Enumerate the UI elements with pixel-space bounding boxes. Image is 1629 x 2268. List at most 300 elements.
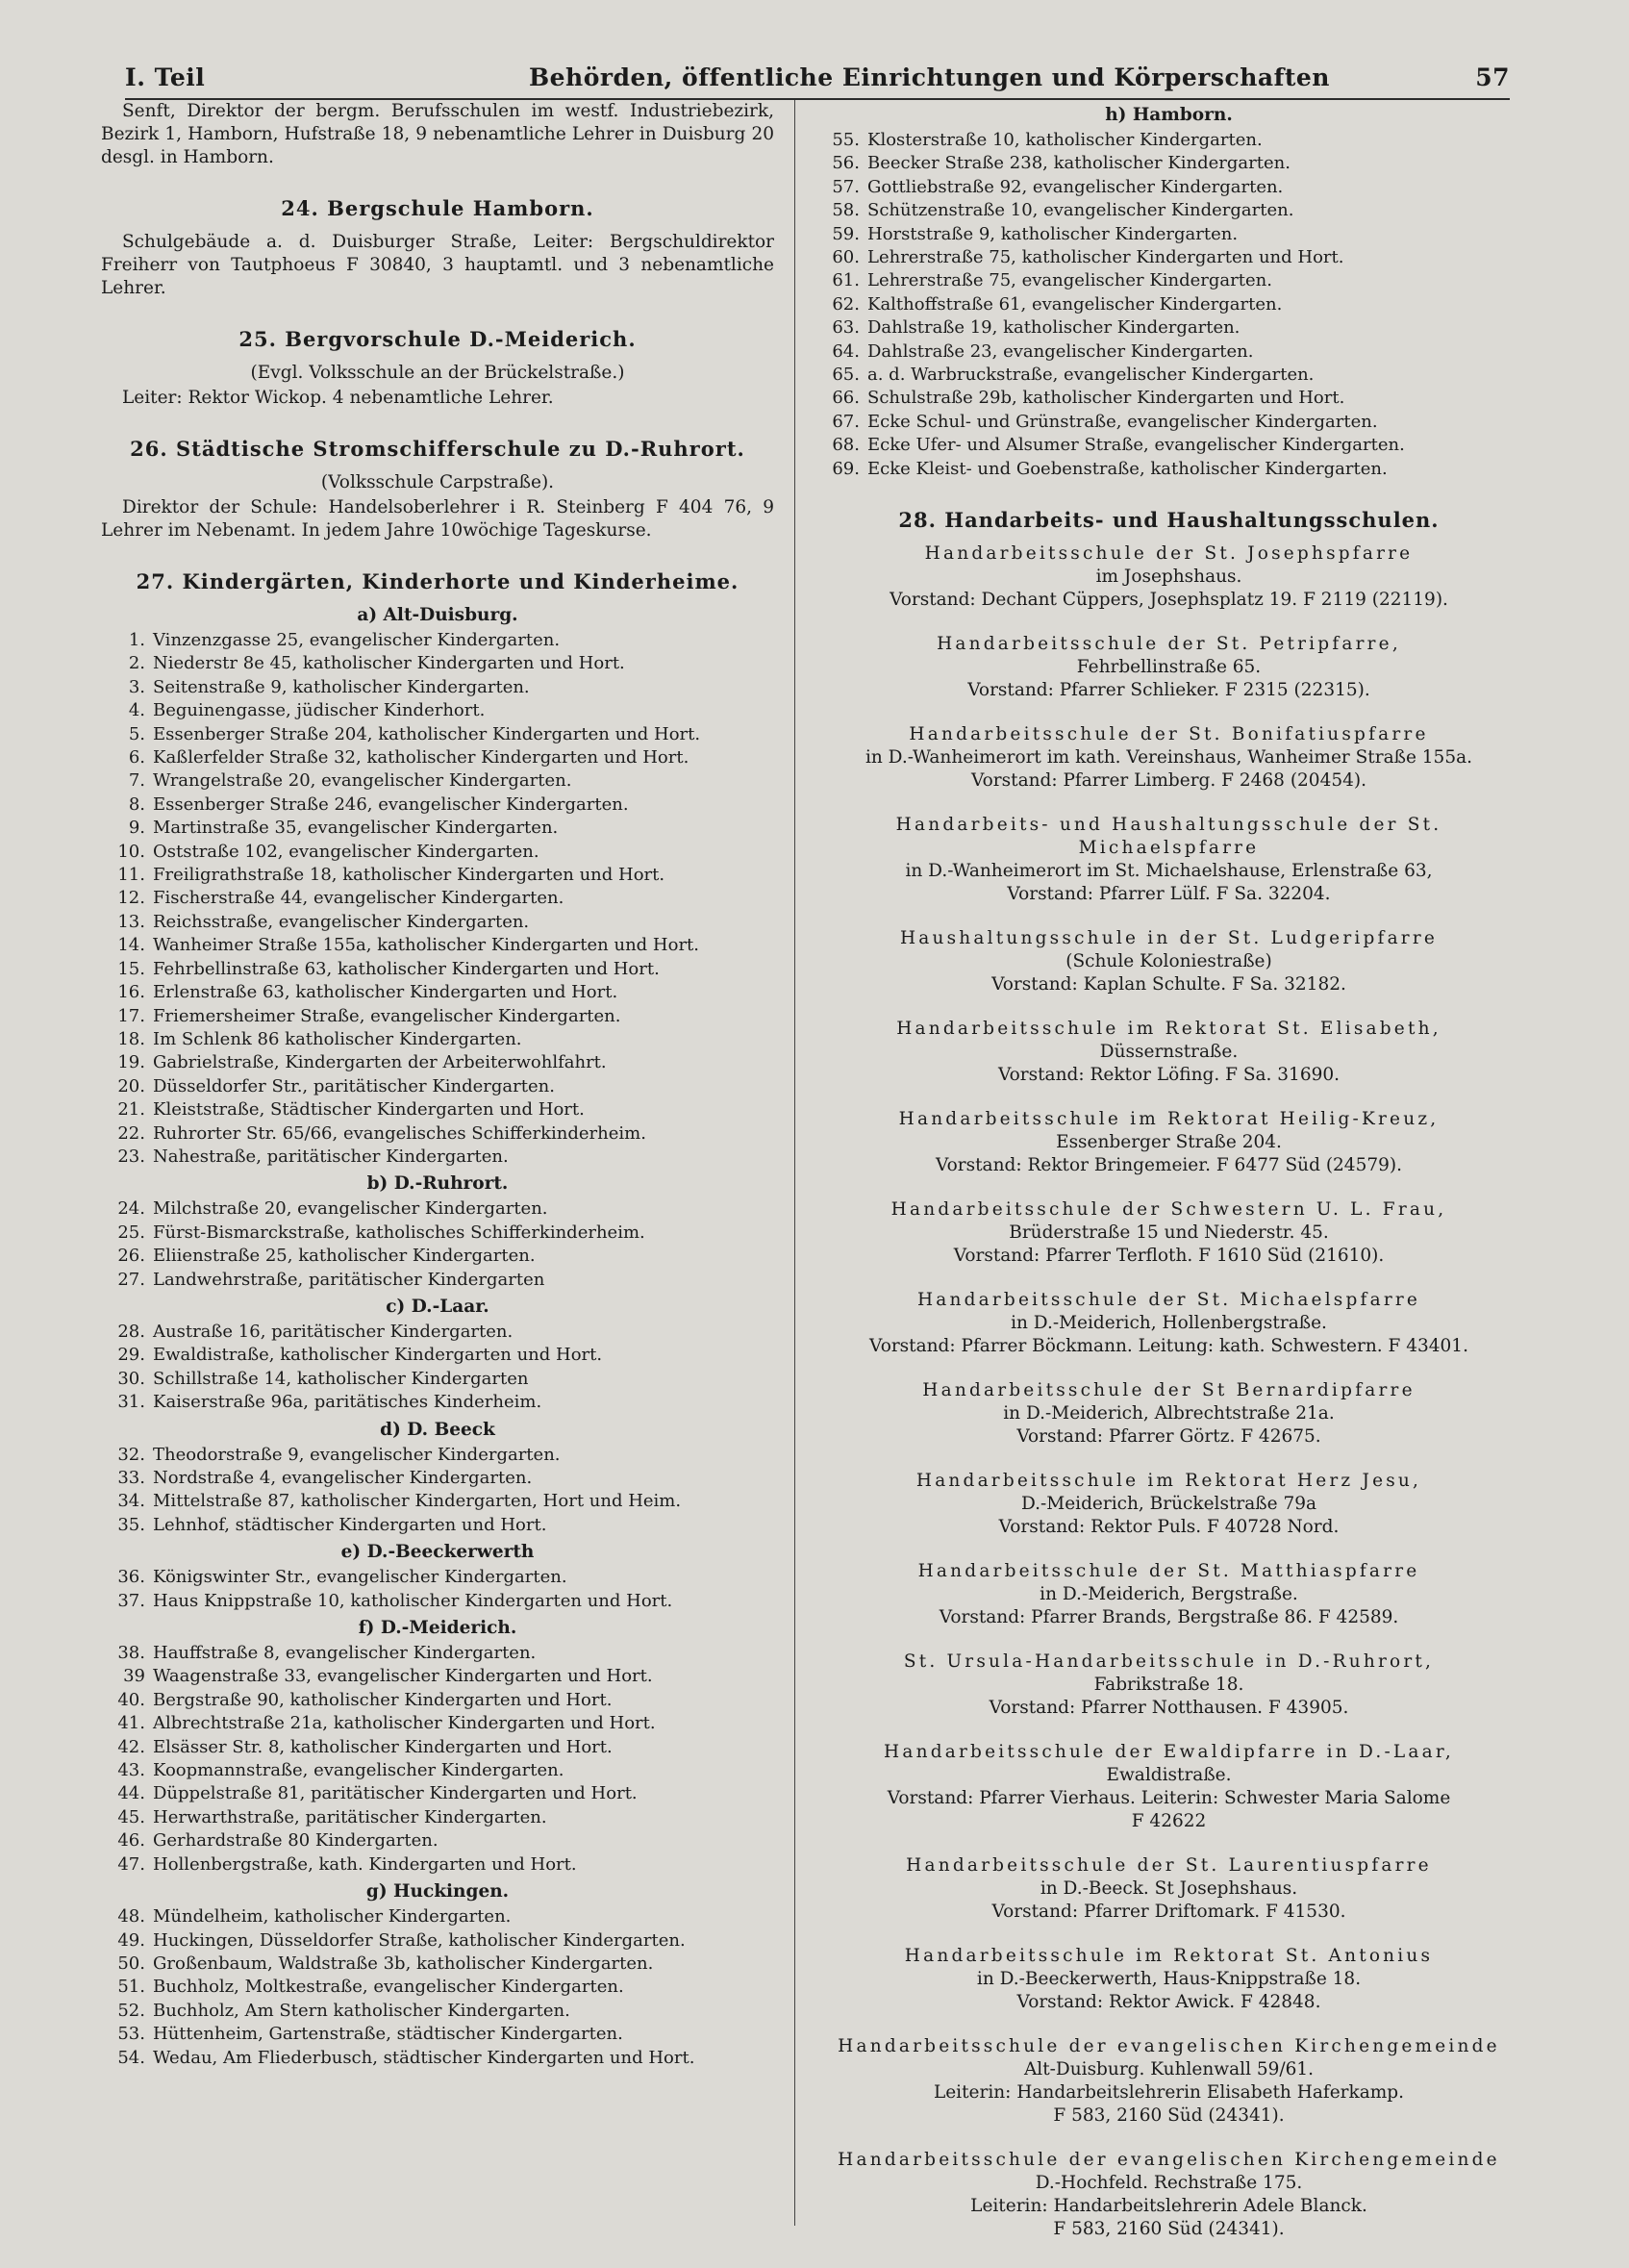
school-entry — [815, 927, 1522, 996]
school-detail-line: Vorstand: Pfarrer Brands, Bergstraße 86. F 42589. — [939, 1607, 1399, 1628]
school-detail-line: in D.-Beeck. St Josephshaus. — [1040, 1878, 1298, 1900]
item-number: 8. — [128, 794, 145, 815]
school-detail-line: Vorstand: Pfarrer Notthausen. F 43905. — [989, 1698, 1349, 1719]
list-item — [101, 1905, 774, 1928]
list-item — [101, 1368, 774, 1391]
item-number: 36. — [117, 1567, 145, 1588]
school-detail-line: in D.-Wanheimerort im St. Michaelshause, Erlenstraße 63, — [905, 861, 1433, 882]
item-text: Ewaldistraße, katholischer Kindergarten und Hort. — [153, 1345, 603, 1366]
school-entry — [815, 1945, 1522, 2014]
item-text: Eliienstraße 25, katholischer Kindergarten. — [153, 1246, 536, 1267]
item-number: 65. — [832, 365, 860, 386]
item-number: 40. — [117, 1689, 145, 1710]
item-number: 57. — [832, 176, 860, 197]
list-item — [101, 1197, 774, 1221]
item-number: 55. — [832, 130, 860, 150]
list-item — [101, 981, 774, 1004]
item-number: 15. — [117, 958, 145, 979]
item-text: Erlenstraße 63, katholischer Kindergarten und Hort. — [153, 982, 618, 1003]
school-name: Handarbeitsschule der evangelischen Kirchengemeinde — [838, 2150, 1500, 2171]
school-detail-line: Vorstand: Pfarrer Driftomark. F 41530. — [991, 1902, 1346, 1923]
school-entry — [815, 1379, 1522, 1449]
list-item — [101, 629, 774, 652]
section-24-text: Schulgebäude a. d. Duisburger Straße, Leiter: Bergschuldirektor Freiherr von Tautphoeus F 30840, 3 hauptamtl. und 3 nebenamtliche Lehrer. — [101, 232, 774, 298]
list-item — [815, 152, 1522, 175]
item-text: Kaiserstraße 96a, paritätisches Kinderheim. — [153, 1392, 542, 1413]
list-item — [101, 1736, 774, 1759]
school-entry — [815, 1018, 1522, 1087]
item-text: Herwarthstraße, paritätischer Kindergarten. — [153, 1806, 547, 1827]
school-detail-line: Vorstand: Pfarrer Schlieker. F 2315 (22315). — [967, 680, 1370, 701]
section-26-subtitle: (Volksschule Carpstraße). — [320, 472, 555, 492]
list-item — [101, 1953, 774, 1976]
school-detail-line: Leiterin: Handarbeitslehrerin Elisabeth Haferkamp. — [933, 2082, 1405, 2104]
item-text: Klosterstraße 10, katholischer Kindergarten. — [867, 130, 1263, 150]
list-item — [101, 1642, 774, 1665]
list-item — [101, 1098, 774, 1121]
list-item — [101, 1853, 774, 1877]
school-name: Handarbeitsschule der St. Michaelspfarre — [916, 1290, 1421, 1311]
school-detail-line: Vorstand: Rektor Awick. F 42848. — [1016, 1992, 1321, 2013]
list-item — [101, 2047, 774, 2070]
item-text: Waagenstraße 33, evangelischer Kindergarten und Hort. — [153, 1666, 653, 1687]
school-detail-line: Vorstand: Pfarrer Terfloth. F 1610 Süd (21610). — [953, 1246, 1385, 1267]
list-item — [101, 1391, 774, 1414]
school-entry — [815, 1289, 1522, 1358]
item-number: 17. — [117, 1005, 145, 1026]
item-number: 4. — [128, 700, 145, 721]
item-text: Beguinengasse, jüdischer Kinderhort. — [153, 700, 486, 721]
item-number: 19. — [117, 1052, 145, 1073]
school-detail-line: im Josephshaus. — [1095, 567, 1242, 588]
item-text: Gabrielstraße, Kindergarten der Arbeiterwohlfahrt. — [153, 1052, 607, 1073]
school-detail-line: F 42622 — [1131, 1811, 1207, 1832]
item-text: Ecke Ufer- und Alsumer Straße, evangelischer Kindergarten. — [867, 435, 1405, 456]
item-text: Milchstraße 20, evangelischer Kindergarten. — [153, 1198, 548, 1220]
school-detail-line: Vorstand: Pfarrer Lülf. F Sa. 32204. — [1007, 884, 1331, 905]
school-detail-line: in D.-Beeckerwerth, Haus-Knippstraße 18. — [976, 1969, 1362, 1990]
list-item — [101, 1689, 774, 1712]
item-number: 47. — [117, 1853, 145, 1875]
item-number: 51. — [117, 1977, 145, 1998]
list-item — [101, 1444, 774, 1467]
item-text: Königswinter Str., evangelischer Kindergarten. — [153, 1567, 567, 1588]
list-item — [101, 1321, 774, 1344]
item-text: Großenbaum, Waldstraße 3b, katholischer Kindergarten. — [153, 1953, 654, 1974]
item-number: 13. — [117, 911, 145, 932]
item-text: Austraße 16, paritätischer Kindergarten. — [153, 1321, 514, 1342]
item-number: 39 — [123, 1666, 145, 1687]
item-number: 48. — [117, 1906, 145, 1928]
item-text: Buchholz, Am Stern katholischer Kindergarten. — [153, 2000, 570, 2021]
intro-paragraph: Senft, Direktor der bergm. Berufsschulen im westf. Industriebezirk, Bezirk 1, Hamborn, Hufstraße 18, 9 nebenamtliche Lehrer in Duisburg 20 desgl. in Hamborn. — [101, 101, 774, 167]
school-entry — [815, 542, 1522, 612]
list-item — [101, 2000, 774, 2023]
list-item — [101, 1122, 774, 1146]
item-text: Nordstraße 4, evangelischer Kindergarten. — [153, 1468, 533, 1488]
list-item — [815, 458, 1522, 481]
item-list — [101, 629, 774, 1169]
group-label: h) Hamborn. — [1105, 105, 1233, 125]
list-item — [101, 934, 774, 957]
item-text: Kaßlerfelder Straße 32, katholischer Kindergarten und Hort. — [153, 747, 689, 769]
item-number: 66. — [832, 388, 860, 409]
school-detail-line: Vorstand: Rektor Bringemeier. F 6477 Süd (24579). — [935, 1155, 1402, 1176]
group-label: d) D. Beeck — [380, 1419, 495, 1440]
item-number: 27. — [117, 1269, 145, 1290]
school-detail-line: in D.-Meiderich, Hollenbergstraße. — [1011, 1313, 1327, 1334]
item-number: 25. — [117, 1222, 145, 1243]
item-number: 18. — [117, 1028, 145, 1049]
item-text: Ruhrorter Str. 65/66, evangelisches Schifferkinderheim. — [153, 1122, 646, 1144]
list-item — [101, 2023, 774, 2046]
list-item — [101, 676, 774, 699]
item-text: Mittelstraße 87, katholischer Kindergarten, Hort und Heim. — [153, 1491, 682, 1512]
school-name: Handarbeitsschule der St Bernardipfarre — [922, 1380, 1416, 1401]
item-number: 52. — [117, 2000, 145, 2021]
school-name: Handarbeitsschule der St. Bonifatiuspfarre — [909, 724, 1429, 745]
list-item — [815, 199, 1522, 222]
list-item — [101, 1467, 774, 1490]
kindergarten-groups — [101, 604, 774, 2070]
school-name: Handarbeits- und Haushaltungsschule der St. Michaelspfarre — [895, 815, 1442, 859]
list-item — [101, 1665, 774, 1688]
list-item — [815, 269, 1522, 292]
item-number: 43. — [117, 1760, 145, 1781]
school-name: Handarbeitsschule im Rektorat St. Elisabeth, — [896, 1019, 1441, 1040]
item-text: Gerhardstraße 80 Kindergarten. — [153, 1830, 439, 1852]
item-number: 23. — [117, 1146, 145, 1167]
section-27-title: 27. Kindergärten, Kinderhorte und Kinderheime. — [136, 569, 739, 593]
section-24-title: 24. Bergschule Hamborn. — [281, 196, 594, 220]
item-text: Dahlstraße 19, katholischer Kindergarten. — [867, 317, 1241, 339]
item-number: 6. — [128, 747, 145, 769]
school-detail-line: Brüderstraße 15 und Niederstr. 45. — [1009, 1222, 1329, 1244]
item-text: Seitenstraße 9, katholischer Kindergarten. — [153, 676, 530, 697]
list-item — [101, 1075, 774, 1098]
school-entry — [815, 1741, 1522, 1833]
item-text: Buchholz, Moltkestraße, evangelischer Kindergarten. — [153, 1977, 624, 1998]
item-number: 58. — [832, 200, 860, 221]
school-detail-line: D.-Hochfeld. Rechstraße 175. — [1035, 2173, 1303, 2194]
item-text: Schützenstraße 10, evangelischer Kindergarten. — [867, 200, 1294, 221]
list-item — [101, 1005, 774, 1028]
item-number: 44. — [117, 1783, 145, 1804]
school-detail-line: Vorstand: Pfarrer Böckmann. Leitung: kath. Schwestern. F 43401. — [869, 1336, 1468, 1357]
header-part: I. Teil — [125, 63, 206, 91]
list-item — [815, 411, 1522, 434]
item-number: 37. — [117, 1590, 145, 1611]
school-detail-line: Vorstand: Pfarrer Limberg. F 2468 (20454). — [971, 770, 1366, 792]
item-number: 46. — [117, 1830, 145, 1852]
item-number: 34. — [117, 1491, 145, 1512]
school-entry — [815, 2149, 1522, 2241]
item-text: Fischerstraße 44, evangelischer Kindergarten. — [153, 888, 564, 909]
column-divider — [794, 100, 795, 2226]
school-name: Handarbeitsschule im Rektorat Heilig-Kreuz, — [898, 1109, 1440, 1130]
school-name: St. Ursula-Handarbeitsschule in D.-Ruhrort, — [903, 1651, 1435, 1673]
item-text: Düppelstraße 81, paritätischer Kindergarten und Hort. — [153, 1783, 638, 1804]
item-number: 45. — [117, 1806, 145, 1827]
item-number: 3. — [128, 676, 145, 697]
item-number: 35. — [117, 1514, 145, 1535]
group-label: e) D.-Beeckerwerth — [340, 1542, 535, 1563]
list-item — [815, 176, 1522, 199]
school-detail-line: Essenberger Straße 204. — [1056, 1132, 1282, 1153]
item-text: Oststraße 102, evangelischer Kindergarten. — [153, 841, 539, 862]
list-item — [101, 1759, 774, 1782]
item-number: 16. — [117, 982, 145, 1003]
item-text: Essenberger Straße 204, katholischer Kindergarten und Hort. — [153, 723, 701, 744]
item-number: 68. — [832, 435, 860, 456]
list-item — [101, 652, 774, 675]
school-name: Handarbeitsschule der St. Josephspfarre — [924, 543, 1414, 565]
item-text: Friemersheimer Straße, evangelischer Kindergarten. — [153, 1005, 621, 1026]
item-number: 30. — [117, 1368, 145, 1389]
item-number: 64. — [832, 340, 860, 362]
section-28-title: 28. Handarbeits- und Haushaltungsschulen. — [898, 508, 1440, 533]
list-item — [815, 434, 1522, 457]
school-detail-line: F 583, 2160 Süd (24341). — [1053, 2105, 1285, 2127]
section-26-text: Direktor der Schule: Handelsoberlehrer i R. Steinberg F 404 76, 9 Lehrer im Nebenamt. In jedem Jahre 10wöchige Tageskurse. — [101, 497, 774, 541]
list-item — [101, 1976, 774, 1999]
school-detail-line: Fehrbellinstraße 65. — [1076, 657, 1262, 678]
list-item — [101, 1490, 774, 1513]
section-25-subtitle: (Evgl. Volksschule an der Brückelstraße.) — [250, 363, 625, 383]
school-entry — [815, 1560, 1522, 1629]
item-text: Schulstraße 29b, katholischer Kindergarten und Hort. — [867, 388, 1345, 409]
list-item — [101, 1514, 774, 1537]
item-text: Beecker Straße 238, katholischer Kindergarten. — [867, 153, 1291, 174]
school-name: Handarbeitsschule der St. Laurentiuspfarre — [906, 1855, 1432, 1877]
section-25-title: 25. Bergvorschule D.-Meiderich. — [238, 327, 637, 351]
item-number: 32. — [117, 1444, 145, 1465]
item-text: Essenberger Straße 246, evangelischer Kindergarten. — [153, 794, 629, 815]
school-detail-line: Vorstand: Pfarrer Görtz. F 42675. — [1016, 1426, 1321, 1448]
list-item — [101, 911, 774, 934]
item-text: Freiligrathstraße 18, katholischer Kindergarten und Hort. — [153, 865, 665, 886]
item-number: 22. — [117, 1122, 145, 1144]
item-number: 41. — [117, 1713, 145, 1734]
school-detail-line: Fabrikstraße 18. — [1093, 1675, 1244, 1696]
item-number: 21. — [117, 1099, 145, 1121]
item-text: Wedau, Am Fliederbusch, städtischer Kindergarten und Hort. — [153, 2047, 695, 2068]
school-detail-line: Ewaldistraße. — [1106, 1765, 1232, 1786]
school-entry — [815, 723, 1522, 793]
school-name: Haushaltungsschule in der St. Ludgeripfarre — [899, 928, 1439, 949]
school-entry — [815, 2035, 1522, 2128]
item-text: Huckingen, Düsseldorfer Straße, katholischer Kindergarten. — [153, 1929, 686, 1951]
school-name: Handarbeitsschule der St. Petripfarre, — [937, 634, 1401, 655]
item-text: Haus Knippstraße 10, katholischer Kindergarten und Hort. — [153, 1590, 673, 1611]
school-name: Handarbeitsschule der evangelischen Kirchengemeinde — [838, 2036, 1500, 2057]
list-item — [101, 1712, 774, 1735]
school-detail-line: Düssernstraße. — [1099, 1042, 1239, 1063]
item-text: Reichsstraße, evangelischer Kindergarten. — [153, 911, 530, 932]
list-item — [101, 723, 774, 746]
item-text: Lehrerstraße 75, evangelischer Kindergarten. — [867, 270, 1272, 291]
item-number: 9. — [128, 818, 145, 839]
item-number: 20. — [117, 1075, 145, 1096]
list-item — [101, 1146, 774, 1169]
item-text: Ecke Kleist- und Goebenstraße, katholischer Kindergarten. — [867, 458, 1388, 479]
item-text: Landwehrstraße, paritätischer Kindergarten — [153, 1269, 545, 1290]
item-number: 31. — [117, 1392, 145, 1413]
item-number: 5. — [128, 723, 145, 744]
item-text: Fürst-Bismarckstraße, katholisches Schifferkinderheim. — [153, 1222, 645, 1243]
item-text: Wrangelstraße 20, evangelischer Kindergarten. — [153, 770, 572, 792]
school-detail-line: Vorstand: Rektor Puls. F 40728 Nord. — [998, 1517, 1340, 1538]
school-detail-line: Vorstand: Dechant Cüppers, Josephsplatz 19. F 2119 (22119). — [890, 590, 1448, 611]
item-number: 60. — [832, 247, 860, 268]
school-entry — [815, 1198, 1522, 1268]
school-name: Handarbeitsschule im Rektorat Herz Jesu, — [915, 1471, 1422, 1492]
page-header — [125, 60, 1510, 100]
right-column — [815, 100, 1522, 2241]
list-item — [815, 340, 1522, 364]
item-text: Kalthoffstraße 61, evangelischer Kindergarten. — [867, 293, 1283, 315]
list-item — [815, 387, 1522, 410]
section-25-text: Leiter: Rektor Wickop. 4 nebenamtliche Lehrer. — [122, 388, 554, 408]
item-number: 29. — [117, 1345, 145, 1366]
item-text: Wanheimer Straße 155a, katholischer Kindergarten und Hort. — [153, 935, 700, 956]
header-title: Behörden, öffentliche Einrichtungen und Körperschaften — [529, 63, 1330, 91]
item-list — [101, 1905, 774, 2070]
item-number: 28. — [117, 1321, 145, 1342]
list-item — [101, 746, 774, 769]
item-number: 62. — [832, 293, 860, 315]
school-detail-line: (Schule Koloniestraße) — [1065, 951, 1272, 972]
item-number: 50. — [117, 1953, 145, 1974]
school-detail-line: Vorstand: Pfarrer Vierhaus. Leiterin: Schwester Maria Salome — [887, 1788, 1451, 1809]
school-detail-line: Vorstand: Rektor Löfing. F Sa. 31690. — [997, 1065, 1341, 1086]
list-item — [101, 1051, 774, 1074]
item-text: Dahlstraße 23, evangelischer Kindergarten. — [867, 340, 1254, 362]
item-text: Düsseldorfer Str., paritätischer Kindergarten. — [153, 1075, 555, 1096]
list-item — [815, 364, 1522, 387]
group-label: a) Alt-Duisburg. — [357, 605, 518, 625]
item-text: Niederstr 8e 45, katholischer Kindergarten und Hort. — [153, 653, 625, 674]
list-item — [815, 246, 1522, 269]
item-text: Gottliebstraße 92, evangelischer Kindergarten. — [867, 176, 1284, 197]
item-number: 2. — [128, 653, 145, 674]
item-number: 33. — [117, 1468, 145, 1488]
school-detail-line: in D.-Meiderich, Bergstraße. — [1040, 1584, 1298, 1605]
item-number: 54. — [117, 2047, 145, 2068]
list-item — [101, 769, 774, 793]
school-detail-line: Leiterin: Handarbeitslehrerin Adele Blanck. — [970, 2196, 1367, 2217]
list-item — [815, 316, 1522, 340]
item-number: 26. — [117, 1246, 145, 1267]
item-text: Elsässer Str. 8, katholischer Kindergarten und Hort. — [153, 1736, 613, 1757]
list-item — [101, 1028, 774, 1051]
item-number: 38. — [117, 1643, 145, 1664]
page-number: 57 — [1475, 63, 1510, 91]
school-detail-line: D.-Meiderich, Brückelstraße 79a — [1020, 1494, 1317, 1515]
group-label: f) D.-Meiderich. — [358, 1618, 517, 1639]
item-number: 12. — [117, 888, 145, 909]
list-item — [815, 223, 1522, 246]
list-item — [101, 1829, 774, 1852]
item-number: 1. — [128, 630, 145, 650]
item-number: 11. — [117, 865, 145, 886]
school-name: Handarbeitsschule der Schwestern U. L. Frau, — [890, 1199, 1447, 1221]
item-number: 67. — [832, 411, 860, 432]
item-text: Hauffstraße 8, evangelischer Kindergarten. — [153, 1643, 537, 1664]
item-text: Horststraße 9, katholischer Kindergarten. — [867, 223, 1239, 244]
school-entry — [815, 633, 1522, 702]
school-entry — [815, 1108, 1522, 1177]
item-text: Vinzenzgasse 25, evangelischer Kindergarten. — [153, 630, 561, 650]
item-number: 63. — [832, 317, 860, 339]
list-item — [101, 1245, 774, 1268]
item-text: Bergstraße 90, katholischer Kindergarten und Hort. — [153, 1689, 613, 1710]
list-item — [101, 1590, 774, 1613]
school-name: Handarbeitsschule im Rektorat St. Antonius — [904, 1946, 1434, 1967]
item-text: Kleiststraße, Städtischer Kindergarten und Hort. — [153, 1099, 585, 1121]
school-detail-line: in D.-Wanheimerort im kath. Vereinshaus, Wanheimer Straße 155a. — [865, 747, 1473, 769]
item-text: Schillstraße 14, katholischer Kindergarten — [153, 1368, 529, 1389]
list-item — [815, 293, 1522, 316]
item-list — [101, 1642, 774, 1877]
item-text: a. d. Warbruckstraße, evangelischer Kindergarten. — [867, 365, 1315, 386]
item-number: 49. — [117, 1929, 145, 1951]
item-text: Lehrerstraße 75, katholischer Kindergarten und Hort. — [867, 247, 1344, 268]
list-item — [101, 841, 774, 864]
item-number: 7. — [128, 770, 145, 792]
school-name: Handarbeitsschule der Ewaldipfarre in D.-Laar, — [884, 1742, 1454, 1763]
left-column — [101, 100, 774, 2070]
school-detail-line: Vorstand: Kaplan Schulte. F Sa. 32182. — [991, 974, 1346, 995]
group-label: b) D.-Ruhrort. — [366, 1173, 509, 1195]
item-text: Hüttenheim, Gartenstraße, städtischer Kindergarten. — [153, 2024, 623, 2045]
item-list — [101, 1321, 774, 1415]
item-number: 69. — [832, 458, 860, 479]
list-item — [101, 1344, 774, 1367]
group-label: c) D.-Laar. — [386, 1296, 489, 1317]
item-list — [101, 1197, 774, 1292]
item-list — [101, 1566, 774, 1613]
item-text: Im Schlenk 86 katholischer Kindergarten. — [153, 1028, 522, 1049]
school-name: Handarbeitsschule der St. Matthiaspfarre — [917, 1561, 1420, 1582]
school-detail-line: F 583, 2160 Süd (24341). — [1053, 2219, 1285, 2240]
school-entry — [815, 814, 1522, 906]
item-number: 24. — [117, 1198, 145, 1220]
list-item — [101, 887, 774, 910]
item-text: Hollenbergstraße, kath. Kindergarten und Hort. — [153, 1853, 577, 1875]
item-list — [815, 129, 1522, 481]
item-text: Theodorstraße 9, evangelischer Kindergarten. — [153, 1444, 561, 1465]
school-entries — [815, 542, 1522, 2241]
item-number: 53. — [117, 2024, 145, 2045]
item-text: Albrechtstraße 21a, katholischer Kindergarten und Hort. — [153, 1713, 656, 1734]
school-entry — [815, 1854, 1522, 1924]
school-detail-line: Alt-Duisburg. Kuhlenwall 59/61. — [1023, 2059, 1315, 2080]
list-item — [101, 699, 774, 722]
list-item — [101, 1929, 774, 1953]
list-item — [101, 864, 774, 887]
school-detail-line: in D.-Meiderich, Albrechtstraße 21a. — [1003, 1403, 1335, 1424]
item-text: Nahestraße, paritätischer Kindergarten. — [153, 1146, 509, 1167]
item-number: 56. — [832, 153, 860, 174]
item-text: Mündelheim, katholischer Kindergarten. — [153, 1906, 512, 1928]
item-number: 14. — [117, 935, 145, 956]
item-number: 10. — [117, 841, 145, 862]
list-item — [101, 794, 774, 817]
school-entry — [815, 1651, 1522, 1720]
list-item — [101, 958, 774, 981]
list-item — [101, 1269, 774, 1292]
